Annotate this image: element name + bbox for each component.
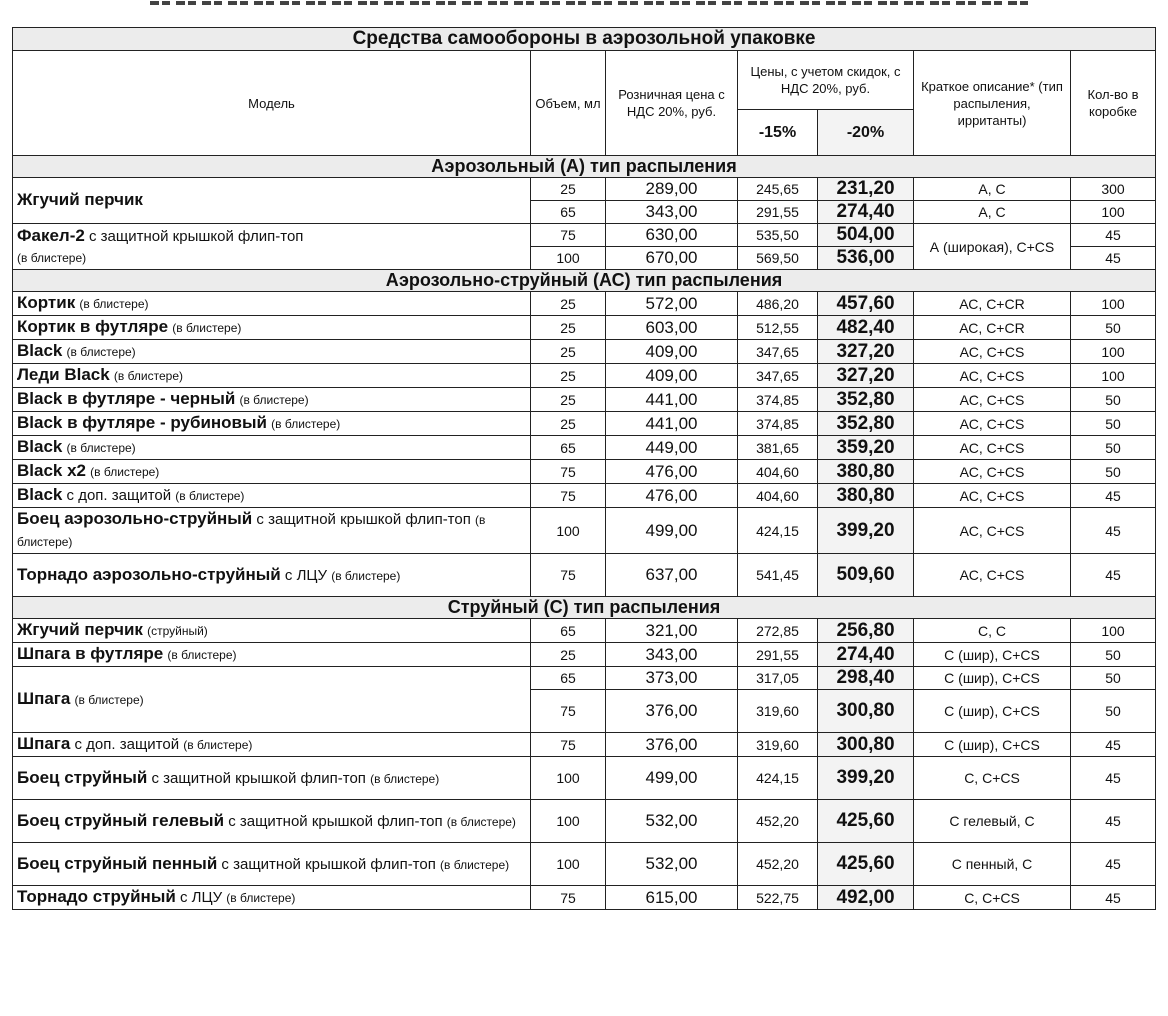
- table-row: [13, 757, 1156, 800]
- discount-15-cell: 535,50: [738, 224, 818, 247]
- section-title: Аэрозольно-струйный (АС) тип распыления: [13, 270, 1156, 292]
- qty-cell: 100: [1071, 292, 1156, 316]
- header-model: Модель: [13, 51, 531, 156]
- discount-20-cell: 425,60: [818, 800, 914, 843]
- volume-cell: 25: [531, 364, 606, 388]
- model-cell: [13, 292, 531, 316]
- description-cell: АС, С+CS: [914, 508, 1071, 554]
- retail-price-cell: 572,00: [606, 292, 738, 316]
- retail-price-cell: 343,00: [606, 201, 738, 224]
- model-cell: [13, 843, 531, 886]
- description-cell: С (шир), С+CS: [914, 690, 1071, 733]
- retail-price-cell: 476,00: [606, 460, 738, 484]
- model-detail: с защитной крышкой флип-топ: [224, 812, 447, 830]
- model-name: Леди Black: [17, 365, 110, 384]
- model-cell: [13, 178, 531, 224]
- qty-cell: 100: [1071, 364, 1156, 388]
- discount-15-cell: 374,85: [738, 388, 818, 412]
- table-row: [13, 178, 1156, 201]
- model-name: Black: [17, 341, 63, 360]
- volume-cell: 75: [531, 554, 606, 597]
- discount-15-cell: 424,15: [738, 757, 818, 800]
- qty-cell: 45: [1071, 886, 1156, 910]
- volume-cell: 75: [531, 733, 606, 757]
- qty-cell: 100: [1071, 201, 1156, 224]
- discount-20-cell: 504,00: [818, 224, 914, 247]
- discount-15-cell: 347,65: [738, 340, 818, 364]
- discount-20-cell: 380,80: [818, 484, 914, 508]
- description-cell: С, С+CS: [914, 886, 1071, 910]
- retail-price-cell: 409,00: [606, 340, 738, 364]
- model-note: (в блистере): [239, 393, 309, 407]
- table-row: [13, 460, 1156, 484]
- discount-15-cell: 404,60: [738, 460, 818, 484]
- qty-cell: 300: [1071, 178, 1156, 201]
- model-cell: [13, 388, 531, 412]
- model-detail: с защитной крышкой флип-топ: [217, 855, 441, 873]
- discount-15-cell: 347,65: [738, 364, 818, 388]
- model-name: Шпага: [17, 689, 71, 708]
- volume-cell: 25: [531, 388, 606, 412]
- volume-cell: 75: [531, 224, 606, 247]
- description-cell: АС, С+CS: [914, 554, 1071, 597]
- header-description: Краткое описание* (тип распыления, ирританты): [914, 51, 1071, 156]
- model-note: (в блистере): [271, 417, 341, 431]
- model-detail: с защитной крышкой флип-топ: [147, 769, 371, 787]
- qty-cell: 100: [1071, 619, 1156, 643]
- volume-cell: 100: [531, 247, 606, 270]
- model-note: (в блистере): [440, 857, 510, 872]
- description-cell: АС, С+CS: [914, 484, 1071, 508]
- volume-cell: 100: [531, 757, 606, 800]
- retail-price-cell: 603,00: [606, 316, 738, 340]
- qty-cell: 45: [1071, 800, 1156, 843]
- retail-price-cell: 499,00: [606, 508, 738, 554]
- qty-cell: 45: [1071, 224, 1156, 247]
- retail-price-cell: 476,00: [606, 484, 738, 508]
- retail-price-cell: 321,00: [606, 619, 738, 643]
- model-note: (в блистере): [183, 738, 253, 752]
- retail-price-cell: 449,00: [606, 436, 738, 460]
- retail-price-cell: 376,00: [606, 733, 738, 757]
- section-header-row: [13, 270, 1156, 292]
- model-name: Жгучий перчик: [17, 620, 143, 639]
- volume-cell: 25: [531, 412, 606, 436]
- table-row: [13, 340, 1156, 364]
- description-cell: А, С: [914, 201, 1071, 224]
- header-volume: Объем, мл: [531, 51, 606, 156]
- model-cell: [13, 484, 531, 508]
- model-cell: [13, 554, 531, 597]
- discount-20-cell: 359,20: [818, 436, 914, 460]
- volume-cell: 100: [531, 843, 606, 886]
- description-cell: С (шир), С+CS: [914, 643, 1071, 667]
- header-discount-15: -15%: [738, 110, 818, 156]
- discount-15-cell: 319,60: [738, 733, 818, 757]
- discount-20-cell: 274,40: [818, 643, 914, 667]
- qty-cell: 45: [1071, 247, 1156, 270]
- retail-price-cell: 441,00: [606, 388, 738, 412]
- discount-20-cell: 300,80: [818, 733, 914, 757]
- model-detail: с доп. защитой: [62, 487, 176, 504]
- discount-20-cell: 399,20: [818, 508, 914, 554]
- discount-20-cell: 274,40: [818, 201, 914, 224]
- discount-15-cell: 522,75: [738, 886, 818, 910]
- volume-cell: 75: [531, 460, 606, 484]
- model-note: (в блистере): [113, 369, 184, 383]
- volume-cell: 100: [531, 800, 606, 843]
- table-row: [13, 484, 1156, 508]
- model-detail: с доп. защитой: [70, 736, 184, 753]
- discount-20-cell: 492,00: [818, 886, 914, 910]
- retail-price-cell: 409,00: [606, 364, 738, 388]
- qty-cell: 50: [1071, 436, 1156, 460]
- model-name: Black в футляре - рубиновый: [17, 413, 267, 432]
- discount-20-cell: 457,60: [818, 292, 914, 316]
- qty-cell: 50: [1071, 460, 1156, 484]
- description-cell: С (шир), С+CS: [914, 733, 1071, 757]
- section-title: Аэрозольный (А) тип распыления: [13, 156, 1156, 178]
- model-name: Black: [17, 437, 63, 456]
- retail-price-cell: 376,00: [606, 690, 738, 733]
- model-name: Кортик в футляре: [17, 317, 169, 336]
- table-row: [13, 436, 1156, 460]
- discount-15-cell: 291,55: [738, 643, 818, 667]
- retail-price-cell: 289,00: [606, 178, 738, 201]
- discount-15-cell: 291,55: [738, 201, 818, 224]
- table-row: [13, 364, 1156, 388]
- discount-20-cell: 399,20: [818, 757, 914, 800]
- qty-cell: 50: [1071, 690, 1156, 733]
- description-cell: АС, С+CS: [914, 388, 1071, 412]
- table-row: [13, 316, 1156, 340]
- model-note: (струйный): [147, 624, 208, 638]
- qty-cell: 50: [1071, 412, 1156, 436]
- retail-price-cell: 637,00: [606, 554, 738, 597]
- model-cell: [13, 340, 531, 364]
- model-note: (в блистере): [172, 321, 242, 335]
- model-cell: [13, 436, 531, 460]
- model-cell: [13, 619, 531, 643]
- discount-20-cell: 298,40: [818, 667, 914, 690]
- model-cell: [13, 733, 531, 757]
- model-cell: [13, 224, 531, 270]
- model-name: Black в футляре - черный: [17, 389, 236, 408]
- description-cell: С гелевый, С: [914, 800, 1071, 843]
- model-name: Кортик: [17, 293, 76, 312]
- model-name: Торнадо струйный: [17, 887, 176, 906]
- model-detail: с ЛЦУ: [175, 889, 227, 906]
- discount-15-cell: 512,55: [738, 316, 818, 340]
- model-note: (в блистере): [167, 648, 237, 662]
- retail-price-cell: 343,00: [606, 643, 738, 667]
- discount-20-cell: 256,80: [818, 619, 914, 643]
- model-name: Жгучий перчик: [17, 190, 143, 209]
- volume-cell: 25: [531, 292, 606, 316]
- header-discount-20: -20%: [818, 110, 914, 156]
- volume-cell: 100: [531, 508, 606, 554]
- model-note: (в блистере): [74, 693, 144, 707]
- discount-20-cell: 327,20: [818, 364, 914, 388]
- qty-cell: 45: [1071, 484, 1156, 508]
- table-row: [13, 412, 1156, 436]
- description-cell: АС, С+CR: [914, 292, 1071, 316]
- header-qty: Кол-во в коробке: [1071, 51, 1156, 156]
- discount-20-cell: 509,60: [818, 554, 914, 597]
- section-header-row: [13, 597, 1156, 619]
- model-note: (в блистере): [331, 568, 401, 583]
- discount-15-cell: 404,60: [738, 484, 818, 508]
- volume-cell: 25: [531, 178, 606, 201]
- model-note: (в блистере): [370, 771, 440, 786]
- qty-cell: 50: [1071, 643, 1156, 667]
- discount-15-cell: 452,20: [738, 843, 818, 886]
- model-cell: [13, 364, 531, 388]
- model-name: Боец аэрозольно-струйный: [17, 509, 253, 528]
- model-cell: [13, 667, 531, 733]
- discount-15-cell: 272,85: [738, 619, 818, 643]
- discount-20-cell: 300,80: [818, 690, 914, 733]
- description-cell: АС, С+CS: [914, 364, 1071, 388]
- retail-price-cell: 630,00: [606, 224, 738, 247]
- discount-15-cell: 452,20: [738, 800, 818, 843]
- table-title-row: [13, 28, 1156, 51]
- column-header-row: [13, 51, 1156, 110]
- description-cell: АС, С+CS: [914, 340, 1071, 364]
- table-row: [13, 886, 1156, 910]
- qty-cell: 45: [1071, 843, 1156, 886]
- volume-cell: 65: [531, 201, 606, 224]
- volume-cell: 65: [531, 667, 606, 690]
- qty-cell: 50: [1071, 316, 1156, 340]
- model-detail: с защитной крышкой флип-топ: [252, 511, 476, 528]
- volume-cell: 75: [531, 690, 606, 733]
- model-cell: [13, 800, 531, 843]
- description-cell: АС, С+CS: [914, 412, 1071, 436]
- description-cell: АС, С+CS: [914, 436, 1071, 460]
- section-header-row: [13, 156, 1156, 178]
- table-row: [13, 224, 1156, 247]
- qty-cell: 45: [1071, 554, 1156, 597]
- description-cell: АС, С+CS: [914, 460, 1071, 484]
- discount-20-cell: 327,20: [818, 340, 914, 364]
- description-cell: АС, С+CR: [914, 316, 1071, 340]
- table-row: [13, 554, 1156, 597]
- model-note: (в блистере): [17, 513, 486, 549]
- volume-cell: 25: [531, 643, 606, 667]
- table-row: [13, 667, 1156, 690]
- model-name: Факел-2: [17, 225, 85, 245]
- qty-cell: 45: [1071, 733, 1156, 757]
- clipped-heading-fragment: [150, 0, 1030, 6]
- qty-cell: 45: [1071, 757, 1156, 800]
- section-title: Струйный (С) тип распыления: [13, 597, 1156, 619]
- qty-cell: 45: [1071, 508, 1156, 554]
- table-row: [13, 643, 1156, 667]
- retail-price-cell: 441,00: [606, 412, 738, 436]
- retail-price-cell: 499,00: [606, 757, 738, 800]
- model-note: (в блистере): [446, 814, 516, 829]
- retail-price-cell: 373,00: [606, 667, 738, 690]
- discount-20-cell: 425,60: [818, 843, 914, 886]
- qty-cell: 50: [1071, 667, 1156, 690]
- model-detail: с ЛЦУ: [280, 566, 332, 584]
- description-cell: С пенный, С: [914, 843, 1071, 886]
- qty-cell: 50: [1071, 388, 1156, 412]
- model-cell: [13, 460, 531, 484]
- discount-15-cell: 541,45: [738, 554, 818, 597]
- table-row: [13, 800, 1156, 843]
- model-note: (в блистере): [66, 345, 136, 359]
- model-cell: [13, 886, 531, 910]
- model-detail: с защитной крышкой флип-топ: [84, 227, 304, 245]
- volume-cell: 75: [531, 886, 606, 910]
- volume-cell: 65: [531, 436, 606, 460]
- model-name: Black: [17, 485, 63, 504]
- model-name: Шпага в футляре: [17, 644, 164, 663]
- qty-cell: 100: [1071, 340, 1156, 364]
- discount-15-cell: 486,20: [738, 292, 818, 316]
- description-cell: С (шир), С+CS: [914, 667, 1071, 690]
- model-name: Black x2: [17, 461, 86, 480]
- table-row: [13, 733, 1156, 757]
- retail-price-cell: 532,00: [606, 843, 738, 886]
- table-row: [13, 508, 1156, 554]
- header-retail-price: Розничная цена с НДС 20%, руб.: [606, 51, 738, 156]
- model-cell: [13, 412, 531, 436]
- model-note: (в блистере): [226, 891, 296, 905]
- model-note: (в блистере): [79, 297, 149, 311]
- volume-cell: 25: [531, 340, 606, 364]
- discount-20-cell: 380,80: [818, 460, 914, 484]
- model-name: Боец струйный пенный: [17, 853, 218, 873]
- model-note: (в блистере): [175, 489, 245, 503]
- discount-15-cell: 319,60: [738, 690, 818, 733]
- discount-15-cell: 381,65: [738, 436, 818, 460]
- description-cell: А, С: [914, 178, 1071, 201]
- model-name: Боец струйный: [17, 767, 148, 787]
- description-cell: С, С: [914, 619, 1071, 643]
- discount-20-cell: 352,80: [818, 388, 914, 412]
- volume-cell: 25: [531, 316, 606, 340]
- discount-15-cell: 317,05: [738, 667, 818, 690]
- table-row: [13, 292, 1156, 316]
- discount-15-cell: 424,15: [738, 508, 818, 554]
- model-name: Боец струйный гелевый: [17, 810, 225, 830]
- retail-price-cell: 670,00: [606, 247, 738, 270]
- model-cell: [13, 757, 531, 800]
- table-title: Средства самообороны в аэрозольной упаковке: [13, 28, 1156, 51]
- discount-15-cell: 569,50: [738, 247, 818, 270]
- model-name: Шпага: [17, 734, 71, 753]
- discount-20-cell: 536,00: [818, 247, 914, 270]
- retail-price-cell: 532,00: [606, 800, 738, 843]
- discount-15-cell: 374,85: [738, 412, 818, 436]
- model-cell: [13, 508, 531, 554]
- model-cell: [13, 643, 531, 667]
- model-name: Торнадо аэрозольно-струйный: [17, 564, 281, 584]
- model-note: (в блистере): [17, 250, 87, 265]
- discount-20-cell: 482,40: [818, 316, 914, 340]
- description-cell: С, С+CS: [914, 757, 1071, 800]
- table-row: [13, 619, 1156, 643]
- table-row: [13, 843, 1156, 886]
- model-cell: [13, 316, 531, 340]
- discount-20-cell: 352,80: [818, 412, 914, 436]
- discount-20-cell: 231,20: [818, 178, 914, 201]
- header-discount-group: Цены, с учетом скидок, с НДС 20%, руб.: [738, 51, 914, 110]
- volume-cell: 65: [531, 619, 606, 643]
- volume-cell: 75: [531, 484, 606, 508]
- model-note: (в блистере): [66, 441, 136, 455]
- price-table: [12, 27, 1156, 910]
- model-note: (в блистере): [90, 465, 160, 479]
- table-row: [13, 388, 1156, 412]
- discount-15-cell: 245,65: [738, 178, 818, 201]
- description-cell: А (широкая), С+CS: [914, 224, 1071, 270]
- retail-price-cell: 615,00: [606, 886, 738, 910]
